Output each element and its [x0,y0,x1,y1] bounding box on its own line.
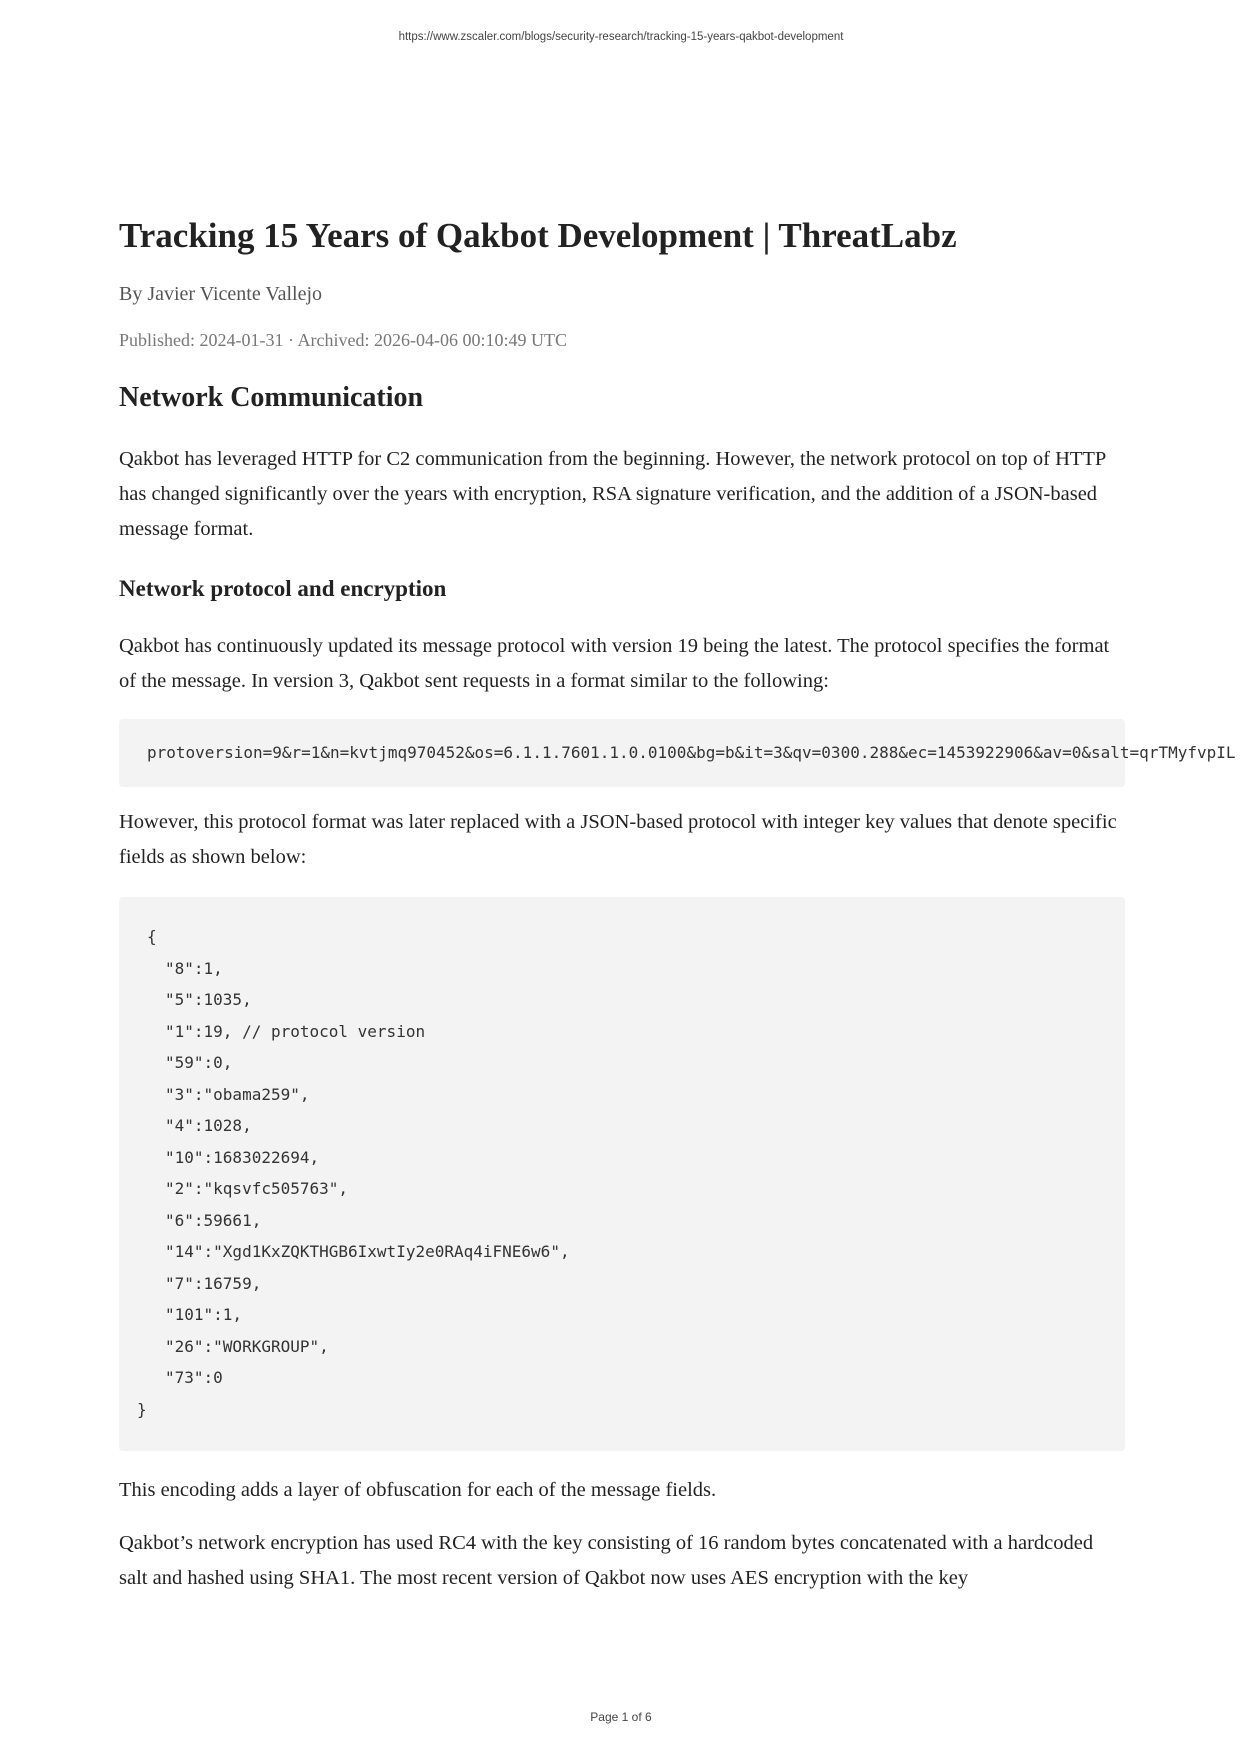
code-line: "6":59661, [165,1210,262,1230]
paragraph-json-protocol: However, this protocol format was later replaced with a JSON-based protocol with integer key values that denote specific fields as shown below: [119,811,1117,868]
code-line: "10":1683022694, [165,1147,320,1167]
code-line: "8":1, [165,958,223,978]
code-line: } [137,1399,147,1419]
paragraph-encryption: Qakbot’s network encryption has used RC4 with the key consisting of 16 random bytes concatenated with a hardcoded salt and hashed using SHA1. The most recent version of Qakbot now uses AES encryption with the key [119,1532,1094,1589]
paragraph-intro: Qakbot has leveraged HTTP for C2 communication from the beginning. However, the network protocol on top of HTTP has changed significantly over the years with encryption, RSA signature verification, and the addition of a JSON-based message format. [119,448,1106,540]
code-line: "59":0, [165,1053,233,1072]
publish-meta: Published: 2024-01-31 · Archived: 2026-04-06 00:10:49 UTC [119,330,567,350]
paragraph-protocol: Qakbot has continuously updated its message protocol with version 19 being the latest. The protocol specifies the format of the message. In version 3, Qakbot sent requests in a format similar to the following: [119,635,1110,692]
code-block-json [119,897,1125,1451]
code-line: "2":"kqsvfc505763", [165,1179,349,1198]
code-line: "14":"Xgd1KxZQKTHGB6IxwtIy2e0RAq4iFNE6w6", [165,1242,570,1261]
subsection-heading-protocol: Network protocol and encryption [119,576,447,601]
author-byline: By Javier Vicente Vallejo [119,283,323,305]
page-number: Page 1 of 6 [590,1710,652,1724]
code-line: "7":16759, [165,1273,262,1293]
code-line: "26":"WORKGROUP", [165,1336,329,1356]
code-line: "101":1, [165,1305,243,1324]
code-block-query-string: protoversion=9&r=1&n=kvtjmq970452&os=6.1.1.7601.1.0.0100&bg=b&it=3&qv=0300.288&ec=1453922906&av=0&salt=qrTMyfvpIL [119,719,1125,787]
page-title: Tracking 15 Years of Qakbot Development | ThreatLabz [119,216,957,255]
section-heading-network-communication: Network Communication [119,382,424,413]
code-line: { [147,927,157,946]
code-line: "5":1035, [165,990,252,1009]
article [119,208,1236,1596]
code-line: "1":19, // protocol version [165,1021,426,1041]
source-url: https://www.zscaler.com/blogs/security-research/tracking-15-years-qakbot-development [398,31,844,43]
code-line: "3":"obama259", [165,1084,310,1104]
code-line: "73":0 [165,1368,223,1387]
paragraph-obfuscation: This encoding adds a layer of obfuscation for each of the message fields. [119,1479,717,1501]
code-line: "4":1028, [165,1116,252,1135]
